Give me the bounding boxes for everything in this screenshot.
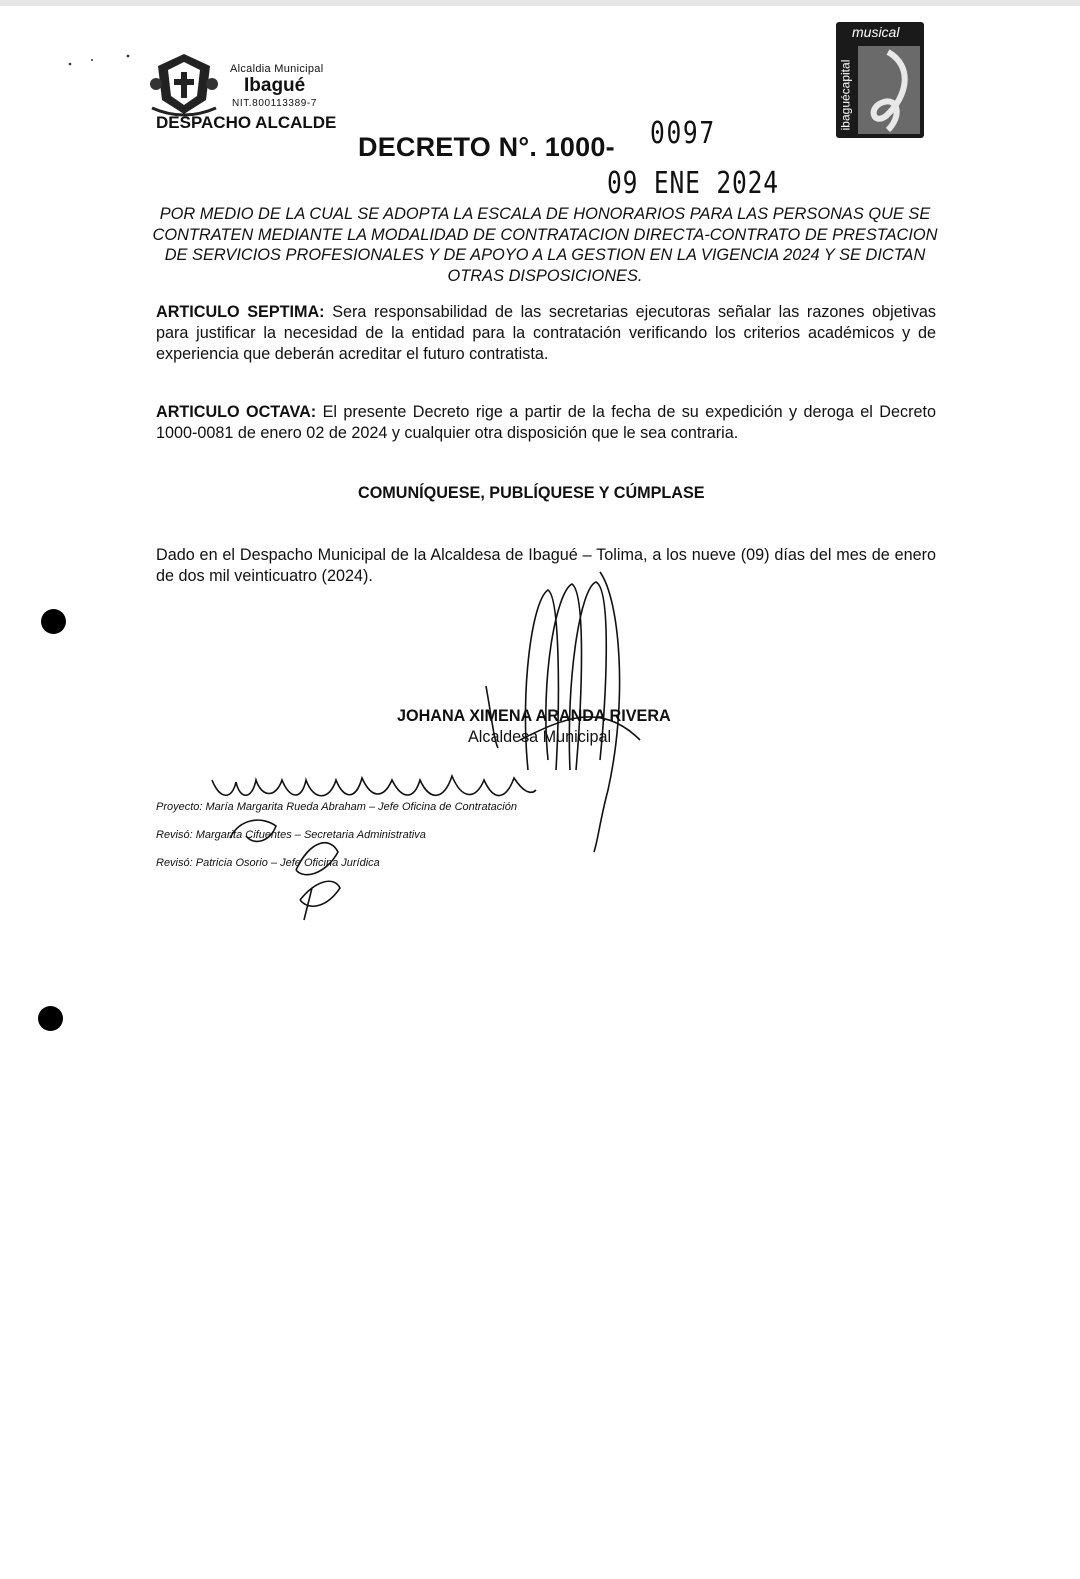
decree-label: DECRETO N°. 1000- — [358, 132, 615, 162]
decree-number-stamp: 0097 — [650, 116, 716, 151]
article-text: El presente Decreto rige a partir de la fecha de su expedición y deroga el Decreto 1000-0081 de enero 02 de 2024 y cualquier otra disposición que le sea contraria. — [156, 403, 936, 442]
article-title: ARTICULO SEPTIMA: — [156, 303, 325, 321]
closing-formula: COMUNÍQUESE, PUBLÍQUESE Y CÚMPLASE — [358, 484, 705, 502]
article-title: ARTICULO OCTAVA: — [156, 403, 317, 421]
decree-date-stamp: 09 ENE 2024 — [607, 166, 779, 201]
punch-hole — [38, 1006, 63, 1031]
office-name: DESPACHO ALCALDE — [156, 113, 337, 132]
article-text: Sera responsabilidad de las secretarias ejecutoras señalar las razones objetivas para justificar la necesidad de la entidad para la contratación verificando los criterios académicos y de experiencia que deberán acreditar el futuro contratista. — [156, 303, 937, 363]
signer-name: JOHANA XIMENA ARANDA RIVERA — [397, 707, 671, 725]
city-name: Ibagué — [244, 75, 306, 96]
signer-role: Alcaldesa Municipal — [468, 728, 612, 746]
scan-specks — [60, 50, 150, 70]
badge-top-text: musical — [852, 24, 900, 40]
decree-subtitle: POR MEDIO DE LA CUAL SE ADOPTA LA ESCALA DE HONORARIOS PARA LAS PERSONAS QUE SE CONTRATEN MEDIANTE LA MODALIDAD DE CONTRATACION DIRECTA-CONTRATO DE PRESTACION DE SERVICIOS PROFESIONALES Y DE APOYO A LA GESTION EN LA VIGENCIA 2024 Y SE DICTAN OTRAS DISPOSICIONES. — [152, 205, 938, 285]
nit-number: NIT.800113389-7 — [232, 98, 317, 109]
org-name: Alcaldia Municipal — [230, 63, 324, 75]
credit-line: Proyecto: María Margarita Rueda Abraham – Jefe Oficina de Contratación — [156, 801, 517, 813]
given-statement: Dado en el Despacho Municipal de la Alcaldesa de Ibagué – Tolima, a los nueve (09) días del mes de enero de dos mil veinticuatro (2024). — [156, 546, 936, 585]
credit-line: Revisó: Margarita Cifuentes – Secretaria Administrativa — [156, 829, 426, 841]
punch-hole — [41, 609, 66, 634]
badge-side-text: ibaguécapital — [838, 59, 853, 131]
credit-line: Revisó: Patricia Osorio – Jefe Oficina Jurídica — [156, 857, 380, 869]
